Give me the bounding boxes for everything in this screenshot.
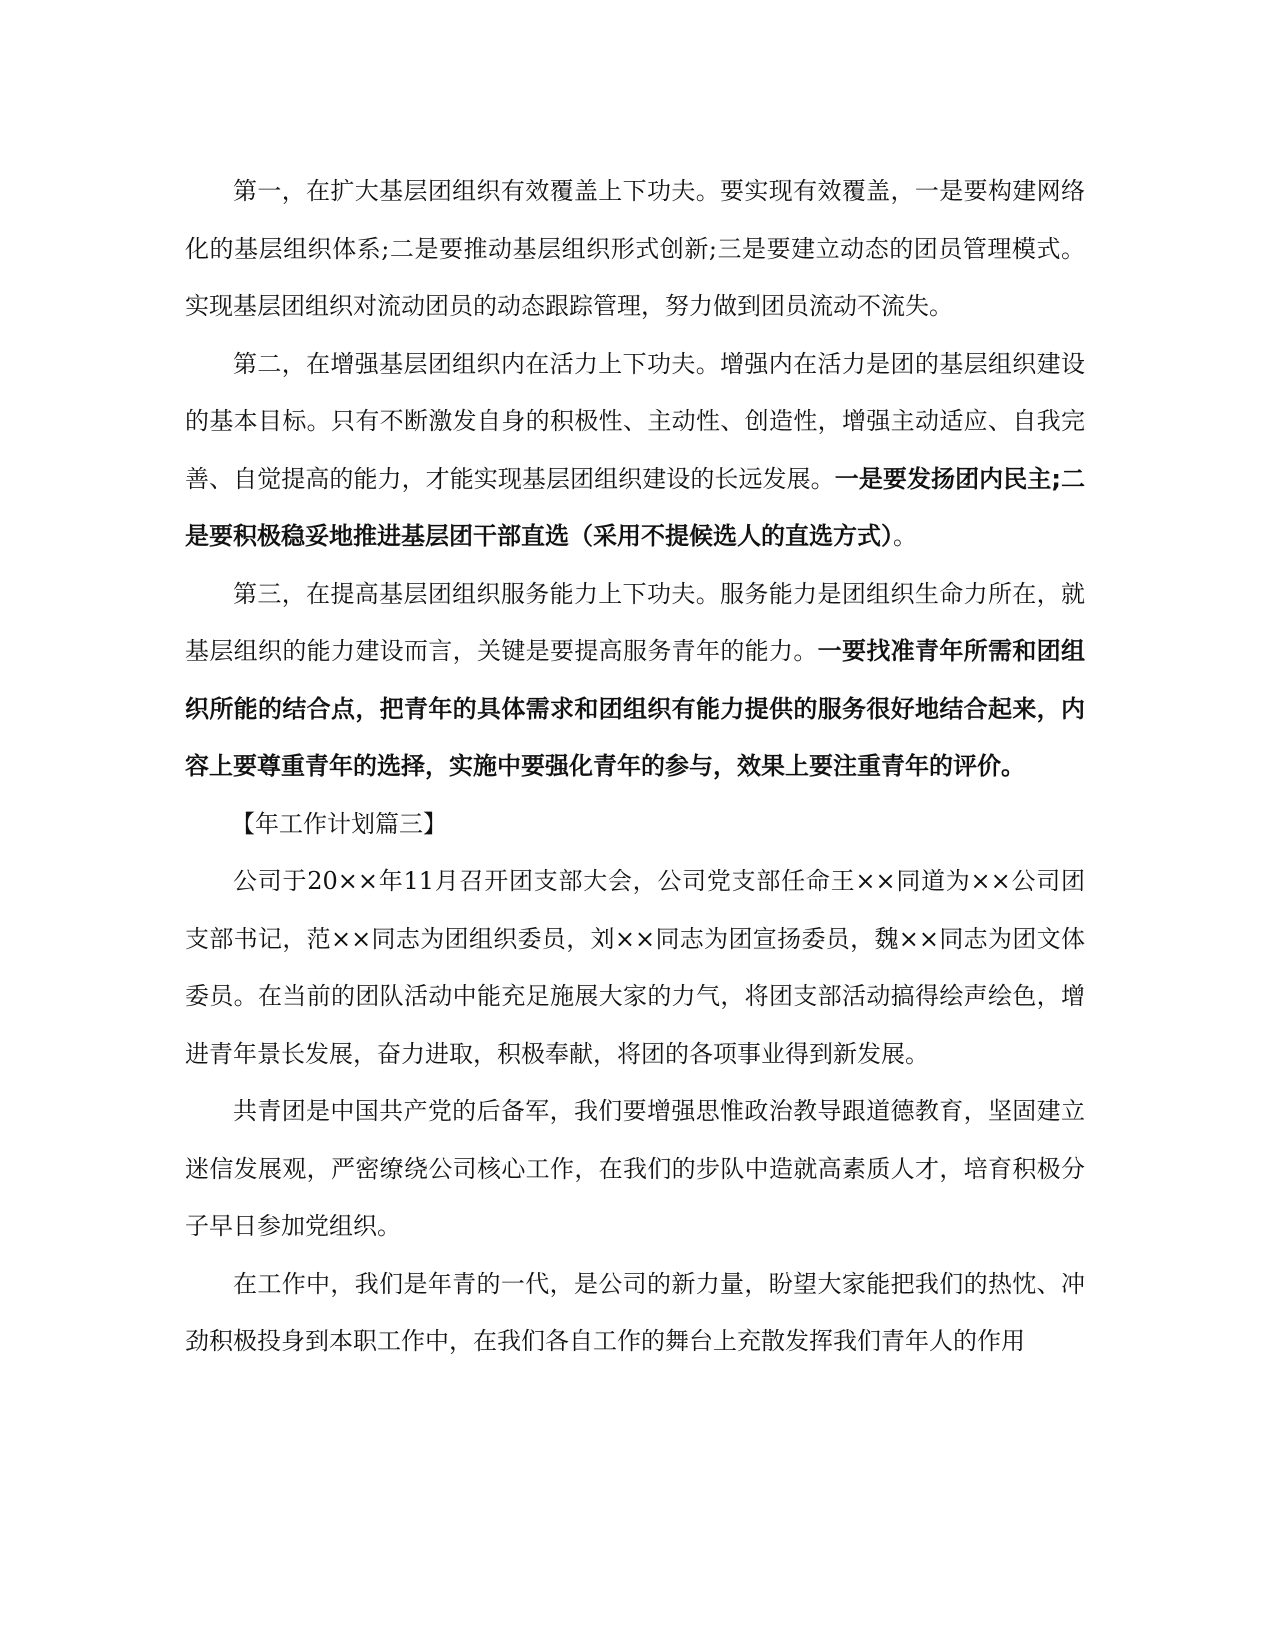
paragraph-first-point	[185, 163, 1085, 336]
paragraph-second-point	[185, 336, 1085, 566]
paragraph-bold-text: 一是要发扬团内民主;二是要积极稳妥地推进基层团干部直选（采用不提候选人的直选方式）	[185, 464, 1085, 550]
section-heading-text: 【年工作计划篇三】	[231, 809, 447, 838]
document-body	[185, 163, 1085, 1371]
paragraph-league-role	[185, 1083, 1085, 1256]
paragraph-bold-text: 一要找准青年所需和团组织所能的结合点，把青年的具体需求和团组织有能力提供的服务很好地结合起来，内容上要尊重青年的选择，实施中要强化青年的参与，效果上要注重青年的评价。	[185, 637, 1086, 780]
paragraph-text: 共青团是中国共产党的后备军，我们要增强思惟政治教导跟道德教育，坚固建立迷信发展观，严密缭绕公司核心工作，在我们的步队中造就高素质人才，培育积极分子早日参加党组织。	[185, 1097, 1085, 1240]
paragraph-tail: 。	[893, 522, 917, 550]
paragraph-text: 在工作中，我们是年青的一代，是公司的新力量，盼望大家能把我们的热忱、冲劲积极投身到本职工作中，在我们各自工作的舞台上充散发挥我们青年人的作用	[185, 1269, 1085, 1355]
paragraph-young-generation	[185, 1256, 1085, 1371]
section-heading	[185, 796, 1085, 854]
paragraph-third-point	[185, 566, 1085, 796]
paragraph-text: 公司于20××年11月召开团支部大会，公司党支部任命王××同道为××公司团支部书记，范××同志为团组织委员，刘××同志为团宣扬委员，魏××同志为团文体委员。在当前的团队活动中能充足施展大家的力气，将团支部活动搞得绘声绘色，增进青年景长发展，奋力进取，积极奉献，将团的各项事业得到新发展。	[185, 867, 1085, 1068]
paragraph-text: 第一，在扩大基层团组织有效覆盖上下功夫。要实现有效覆盖，一是要构建网络化的基层组织体系;二是要推动基层组织形式创新;三是要建立动态的团员管理模式。实现基层团组织对流动团员的动态跟踪管理，努力做到团员流动不流失。	[185, 177, 1085, 320]
paragraph-text: 第三，在提高基层团组织服务能力上下功夫。服务能力是团组织生命力所在，就基层组织的能力建设而言，关键是要提高服务青年的能力。	[185, 579, 1085, 665]
paragraph-company-meeting	[185, 853, 1085, 1083]
paragraph-text: 第二，在增强基层团组织内在活力上下功夫。增强内在活力是团的基层组织建设的基本目标。只有不断激发自身的积极性、主动性、创造性，增强主动适应、自我完善、自觉提高的能力，才能实现基层团组织建设的长远发展。	[185, 349, 1085, 493]
